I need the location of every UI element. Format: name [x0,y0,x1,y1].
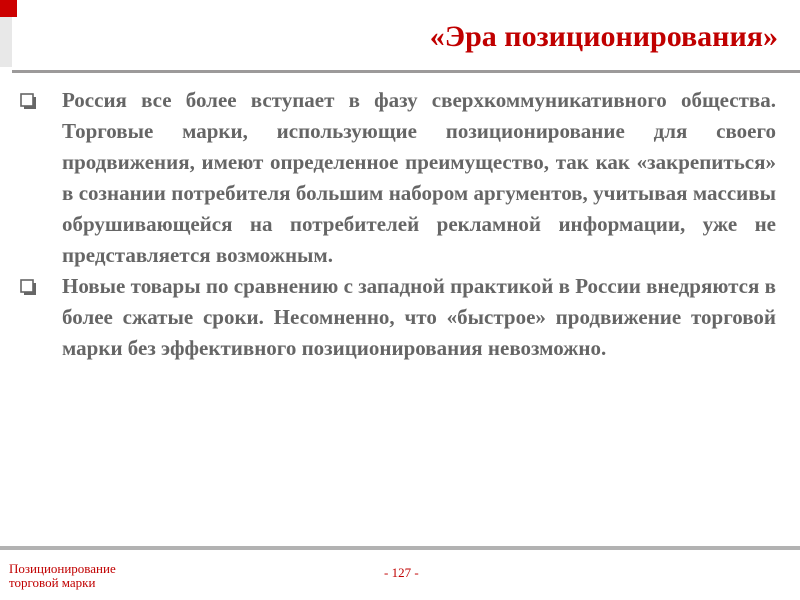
corner-accent-square [0,0,17,17]
checkbox-square-icon [20,279,37,296]
checkbox-square-icon [20,93,37,110]
page-number: - 127 - [384,565,419,580]
bullet-item [18,85,776,271]
slide-title: «Эра позиционирования» [429,20,778,53]
bullet-text: Новые товары по сравнению с западной практикой в России внедряются в более сжатые сроки. Несомненно, что «быстрое» продвижение торговой марки без эффективного позиционирования невозможно. [62,274,776,360]
footer-caption [9,562,116,590]
footer-line-2: торговой марки [9,575,96,590]
slide-content [18,85,776,364]
title-divider [12,70,800,73]
footer-divider [0,546,800,550]
footer-line-1: Позиционирование [9,561,116,576]
left-accent-stripe [0,17,12,67]
bullet-text: Россия все более вступает в фазу сверхкоммуникативного общества. Торговые марки, использующие позиционирование для своего продвижения, имеют определенное преимущество, так как «закрепиться» в сознании потребителя большим набором аргументов, учитывая массивы обрушивающейся на потребителей рекламной информации, уже не представляется возможным. [62,88,776,267]
bullet-item [18,271,776,364]
